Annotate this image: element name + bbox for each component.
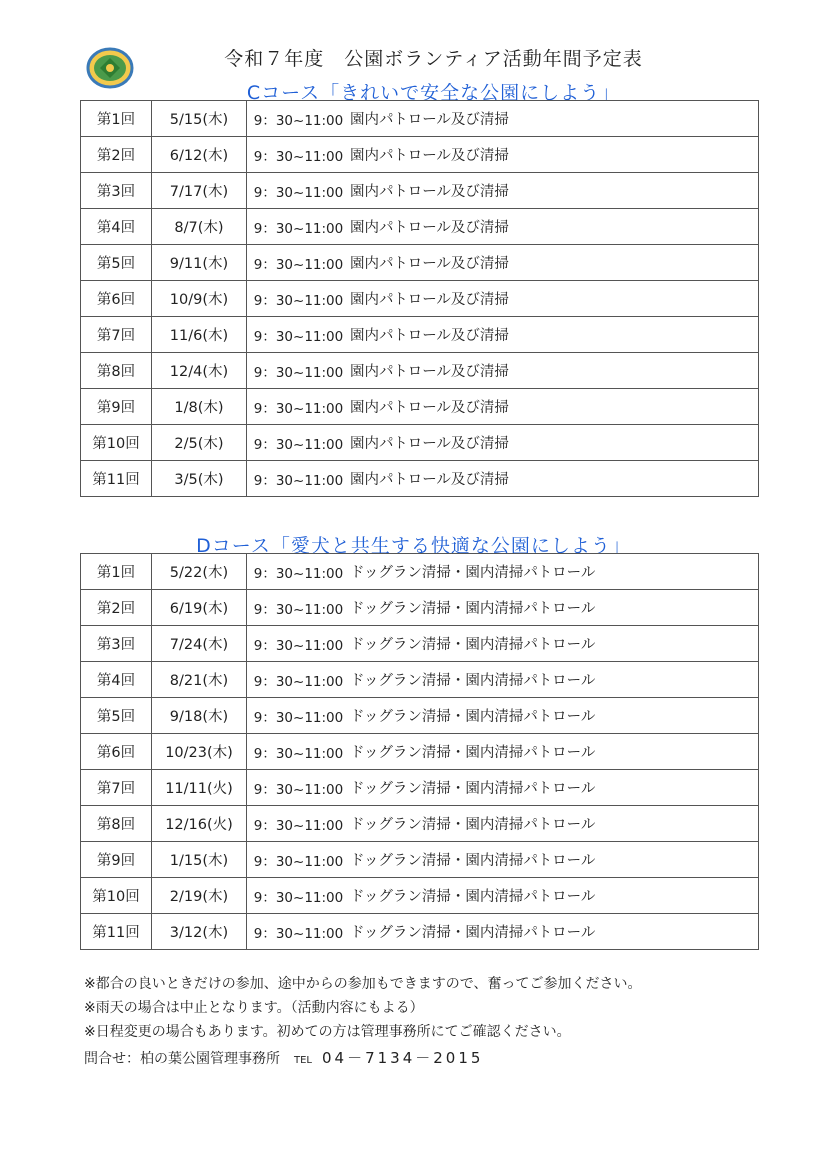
session-activity: ドッグラン清掃・園内清掃パトロール	[350, 734, 759, 770]
session-number: 第2回	[81, 590, 152, 626]
page-title: 令和７年度 公園ボランティア活動年間予定表	[224, 48, 643, 70]
contact-label: 問合せ：柏の葉公園管理事務所	[84, 1051, 280, 1067]
session-time: 9：30~11:00	[247, 842, 351, 878]
session-time: 9：30~11:00	[247, 734, 351, 770]
session-activity: ドッグラン清掃・園内清掃パトロール	[350, 554, 759, 590]
table-row	[81, 245, 759, 281]
session-date: 7/17(木)	[152, 173, 247, 209]
table-row	[81, 389, 759, 425]
session-number: 第8回	[81, 353, 152, 389]
table-row	[81, 626, 759, 662]
session-activity: 園内パトロール及び清掃	[350, 101, 759, 137]
session-time: 9：30~11:00	[247, 209, 351, 245]
table-row	[81, 698, 759, 734]
note-line: ※日程変更の場合もあります。初めての方は管理事務所にてご確認ください。	[84, 1024, 571, 1040]
session-date: 8/21(木)	[152, 662, 247, 698]
session-time: 9：30~11:00	[247, 245, 351, 281]
table-row	[81, 101, 759, 137]
table-row	[81, 914, 759, 950]
session-activity: ドッグラン清掃・園内清掃パトロール	[350, 806, 759, 842]
course-c-table	[80, 100, 759, 497]
session-time: 9：30~11:00	[247, 101, 351, 137]
table-row	[81, 461, 759, 497]
session-number: 第3回	[81, 626, 152, 662]
session-date: 6/19(木)	[152, 590, 247, 626]
table-row	[81, 137, 759, 173]
note-line: ※雨天の場合は中止となります。（活動内容にもよる）	[84, 1000, 424, 1016]
session-date: 11/11(火)	[152, 770, 247, 806]
session-date: 5/22(木)	[152, 554, 247, 590]
tel-label: TEL	[294, 1055, 312, 1066]
table-row	[81, 806, 759, 842]
session-activity: 園内パトロール及び清掃	[350, 245, 759, 281]
table-row	[81, 281, 759, 317]
session-activity: ドッグラン清掃・園内清掃パトロール	[350, 626, 759, 662]
session-time: 9：30~11:00	[247, 770, 351, 806]
session-date: 1/8(木)	[152, 389, 247, 425]
session-activity: ドッグラン清掃・園内清掃パトロール	[350, 914, 759, 950]
session-time: 9：30~11:00	[247, 554, 351, 590]
session-date: 6/12(木)	[152, 137, 247, 173]
session-activity: 園内パトロール及び清掃	[350, 173, 759, 209]
session-number: 第11回	[81, 461, 152, 497]
session-time: 9：30~11:00	[247, 353, 351, 389]
session-date: 12/4(木)	[152, 353, 247, 389]
session-time: 9：30~11:00	[247, 317, 351, 353]
course-d-title: Dコース「愛犬と共生する快適な公園にしよう」	[196, 535, 631, 557]
session-time: 9：30~11:00	[247, 590, 351, 626]
session-time: 9：30~11:00	[247, 461, 351, 497]
session-date: 9/18(木)	[152, 698, 247, 734]
session-date: 2/5(木)	[152, 425, 247, 461]
session-number: 第7回	[81, 317, 152, 353]
note-line: ※都合の良いときだけの参加、途中からの参加もできますので、奮ってご参加ください。	[84, 976, 642, 992]
table-row	[81, 734, 759, 770]
table-row	[81, 662, 759, 698]
session-number: 第1回	[81, 101, 152, 137]
session-time: 9：30~11:00	[247, 626, 351, 662]
table-row	[81, 173, 759, 209]
session-activity: ドッグラン清掃・園内清掃パトロール	[350, 878, 759, 914]
session-number: 第5回	[81, 245, 152, 281]
session-number: 第10回	[81, 878, 152, 914]
session-activity: 園内パトロール及び清掃	[350, 353, 759, 389]
session-date: 1/15(木)	[152, 842, 247, 878]
table-row	[81, 317, 759, 353]
table-row	[81, 590, 759, 626]
session-time: 9：30~11:00	[247, 806, 351, 842]
session-activity: 園内パトロール及び清掃	[350, 281, 759, 317]
contact-info	[84, 1047, 483, 1068]
table-row	[81, 209, 759, 245]
session-activity: 園内パトロール及び清掃	[350, 425, 759, 461]
session-activity: 園内パトロール及び清掃	[350, 389, 759, 425]
course-c-title: Cコース「きれいで安全な公園にしよう」	[246, 82, 621, 104]
table-row	[81, 842, 759, 878]
tel-number: 04－7134－2015	[322, 1049, 484, 1067]
session-number: 第7回	[81, 770, 152, 806]
table-row	[81, 878, 759, 914]
session-time: 9：30~11:00	[247, 173, 351, 209]
session-number: 第4回	[81, 209, 152, 245]
session-activity: ドッグラン清掃・園内清掃パトロール	[350, 662, 759, 698]
session-date: 5/15(木)	[152, 101, 247, 137]
session-activity: ドッグラン清掃・園内清掃パトロール	[350, 698, 759, 734]
session-date: 7/24(木)	[152, 626, 247, 662]
session-activity: 園内パトロール及び清掃	[350, 461, 759, 497]
session-time: 9：30~11:00	[247, 662, 351, 698]
course-d-table	[80, 553, 759, 950]
session-date: 8/7(木)	[152, 209, 247, 245]
session-number: 第4回	[81, 662, 152, 698]
session-time: 9：30~11:00	[247, 914, 351, 950]
table-row	[81, 770, 759, 806]
session-activity: ドッグラン清掃・園内清掃パトロール	[350, 590, 759, 626]
session-number: 第10回	[81, 425, 152, 461]
notes	[84, 972, 641, 1044]
session-number: 第9回	[81, 389, 152, 425]
session-date: 11/6(木)	[152, 317, 247, 353]
session-time: 9：30~11:00	[247, 698, 351, 734]
session-time: 9：30~11:00	[247, 389, 351, 425]
session-time: 9：30~11:00	[247, 137, 351, 173]
session-number: 第1回	[81, 554, 152, 590]
session-date: 2/19(木)	[152, 878, 247, 914]
session-number: 第6回	[81, 734, 152, 770]
session-activity: ドッグラン清掃・園内清掃パトロール	[350, 770, 759, 806]
session-number: 第5回	[81, 698, 152, 734]
session-number: 第3回	[81, 173, 152, 209]
session-date: 3/12(木)	[152, 914, 247, 950]
session-activity: 園内パトロール及び清掃	[350, 209, 759, 245]
session-number: 第2回	[81, 137, 152, 173]
session-activity: 園内パトロール及び清掃	[350, 317, 759, 353]
session-time: 9：30~11:00	[247, 281, 351, 317]
session-activity: ドッグラン清掃・園内清掃パトロール	[350, 842, 759, 878]
session-date: 3/5(木)	[152, 461, 247, 497]
session-date: 10/23(木)	[152, 734, 247, 770]
session-number: 第11回	[81, 914, 152, 950]
session-date: 12/16(火)	[152, 806, 247, 842]
session-time: 9：30~11:00	[247, 878, 351, 914]
session-number: 第6回	[81, 281, 152, 317]
session-date: 9/11(木)	[152, 245, 247, 281]
session-number: 第9回	[81, 842, 152, 878]
session-number: 第8回	[81, 806, 152, 842]
table-row	[81, 425, 759, 461]
session-activity: 園内パトロール及び清掃	[350, 137, 759, 173]
table-row	[81, 554, 759, 590]
session-date: 10/9(木)	[152, 281, 247, 317]
session-time: 9：30~11:00	[247, 425, 351, 461]
table-row	[81, 353, 759, 389]
